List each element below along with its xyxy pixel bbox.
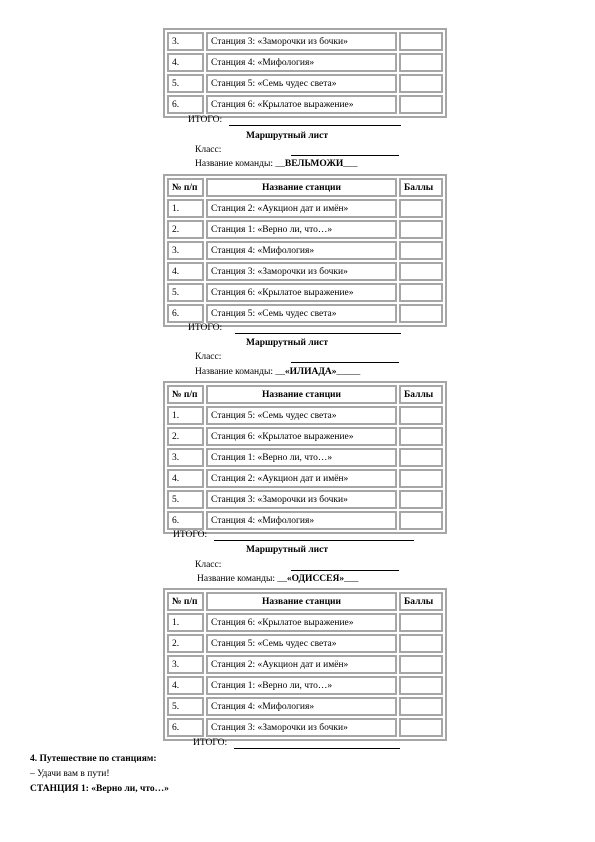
route-table bbox=[163, 381, 447, 534]
total-blank[interactable] bbox=[214, 530, 414, 541]
row-station: Станция 1: «Верно ли, что…» bbox=[206, 448, 397, 467]
row-points-cell[interactable] bbox=[399, 406, 443, 425]
header-station: Название станции bbox=[206, 385, 397, 404]
table-row bbox=[167, 655, 443, 674]
team-name: «ОДИССЕЯ» bbox=[286, 574, 345, 584]
row-station: Станция 3: «Заморочки из бочки» bbox=[206, 262, 397, 281]
table-row bbox=[167, 74, 443, 93]
team-blank: _____ bbox=[336, 367, 361, 377]
row-number: 3. bbox=[167, 448, 204, 467]
row-points-cell[interactable] bbox=[399, 613, 443, 632]
total-line bbox=[188, 322, 401, 334]
row-station: Станция 3: «Заморочки из бочки» bbox=[206, 32, 397, 51]
row-station: Станция 1: «Верно ли, что…» bbox=[206, 676, 397, 695]
row-number: 3. bbox=[167, 241, 204, 260]
row-station: Станция 3: «Заморочки из бочки» bbox=[206, 490, 397, 509]
row-points-cell[interactable] bbox=[399, 697, 443, 716]
section-heading: 4. Путешествие по станциям: bbox=[30, 754, 157, 764]
row-station: Станция 4: «Мифология» bbox=[206, 241, 397, 260]
header-points: Баллы bbox=[399, 178, 443, 197]
team-name: «ИЛИАДА» bbox=[284, 367, 337, 377]
table-row bbox=[167, 283, 443, 302]
header-points: Баллы bbox=[399, 385, 443, 404]
row-station: Станция 3: «Заморочки из бочки» bbox=[206, 718, 397, 737]
table-row bbox=[167, 406, 443, 425]
sheet-title: Маршрутный лист bbox=[246, 545, 329, 555]
total-line bbox=[193, 737, 400, 749]
total-label: ИТОГО: bbox=[173, 530, 208, 540]
table-row bbox=[167, 241, 443, 260]
row-number: 2. bbox=[167, 220, 204, 239]
row-points-cell[interactable] bbox=[399, 490, 443, 509]
route-table bbox=[163, 174, 447, 327]
row-number: 5. bbox=[167, 490, 204, 509]
row-points-cell[interactable] bbox=[399, 655, 443, 674]
row-station: Станция 1: «Верно ли, что…» bbox=[206, 220, 397, 239]
class-line bbox=[195, 559, 399, 571]
row-station: Станция 5: «Семь чудес света» bbox=[206, 406, 397, 425]
total-label: ИТОГО: bbox=[188, 115, 223, 125]
row-number: 4. bbox=[167, 53, 204, 72]
table-row bbox=[167, 220, 443, 239]
row-points-cell[interactable] bbox=[399, 283, 443, 302]
class-line bbox=[195, 351, 399, 363]
table-row bbox=[167, 199, 443, 218]
header-points: Баллы bbox=[399, 592, 443, 611]
row-number: 4. bbox=[167, 262, 204, 281]
row-station: Станция 4: «Мифология» bbox=[206, 697, 397, 716]
class-label: Класс: bbox=[195, 352, 222, 362]
row-points-cell[interactable] bbox=[399, 74, 443, 93]
class-label: Класс: bbox=[195, 145, 222, 155]
team-name: ВЕЛЬМОЖИ bbox=[284, 159, 344, 169]
route-table bbox=[163, 588, 447, 741]
row-station: Станция 6: «Крылатое выражение» bbox=[206, 283, 397, 302]
row-number: 6. bbox=[167, 511, 204, 530]
table-row bbox=[167, 448, 443, 467]
table-row bbox=[167, 304, 443, 323]
team-line bbox=[195, 158, 358, 170]
table-row bbox=[167, 718, 443, 737]
class-label: Класс: bbox=[195, 560, 222, 570]
row-points-cell[interactable] bbox=[399, 448, 443, 467]
total-line bbox=[188, 114, 401, 126]
total-blank[interactable] bbox=[229, 115, 401, 126]
table-header bbox=[167, 592, 443, 611]
row-number: 5. bbox=[167, 283, 204, 302]
station-heading: СТАНЦИЯ 1: «Верно ли, что…» bbox=[30, 784, 169, 794]
sheet-title: Маршрутный лист bbox=[246, 338, 329, 348]
row-points-cell[interactable] bbox=[399, 95, 443, 114]
table-row bbox=[167, 95, 443, 114]
row-points-cell[interactable] bbox=[399, 241, 443, 260]
total-label: ИТОГО: bbox=[188, 323, 223, 333]
row-number: 4. bbox=[167, 469, 204, 488]
total-blank[interactable] bbox=[234, 738, 400, 749]
row-number: 1. bbox=[167, 406, 204, 425]
header-num: № п/п bbox=[167, 385, 204, 404]
table-header bbox=[167, 178, 443, 197]
row-station: Станция 2: «Аукцион дат и имён» bbox=[206, 199, 397, 218]
sheet-title: Маршрутный лист bbox=[246, 131, 329, 141]
table-row bbox=[167, 511, 443, 530]
route-table-partial bbox=[163, 28, 447, 118]
row-station: Станция 5: «Семь чудес света» bbox=[206, 304, 397, 323]
row-points-cell[interactable] bbox=[399, 469, 443, 488]
row-station: Станция 6: «Крылатое выражение» bbox=[206, 427, 397, 446]
row-number: 2. bbox=[167, 427, 204, 446]
total-label: ИТОГО: bbox=[193, 738, 228, 748]
row-station: Станция 5: «Семь чудес света» bbox=[206, 74, 397, 93]
row-points-cell[interactable] bbox=[399, 262, 443, 281]
team-line bbox=[197, 573, 358, 585]
row-points-cell[interactable] bbox=[399, 427, 443, 446]
row-points-cell[interactable] bbox=[399, 220, 443, 239]
table-row bbox=[167, 427, 443, 446]
header-num: № п/п bbox=[167, 178, 204, 197]
wish-line: – Удачи вам в пути! bbox=[30, 769, 110, 779]
row-number: 6. bbox=[167, 718, 204, 737]
row-points-cell[interactable] bbox=[399, 304, 443, 323]
row-station: Станция 5: «Семь чудес света» bbox=[206, 634, 397, 653]
team-blank: ___ bbox=[343, 159, 358, 169]
row-points-cell[interactable] bbox=[399, 718, 443, 737]
class-blank[interactable] bbox=[291, 352, 399, 363]
row-station: Станция 6: «Крылатое выражение» bbox=[206, 613, 397, 632]
team-label: Название команды: __ bbox=[195, 159, 285, 169]
row-number: 3. bbox=[167, 655, 204, 674]
row-points-cell[interactable] bbox=[399, 32, 443, 51]
row-station: Станция 4: «Мифология» bbox=[206, 511, 397, 530]
table-row bbox=[167, 490, 443, 509]
row-points-cell[interactable] bbox=[399, 511, 443, 530]
table-row bbox=[167, 262, 443, 281]
row-points-cell[interactable] bbox=[399, 634, 443, 653]
row-number: 2. bbox=[167, 634, 204, 653]
table-row bbox=[167, 32, 443, 51]
row-number: 5. bbox=[167, 697, 204, 716]
team-label: Название команды: __ bbox=[195, 367, 285, 377]
table-row bbox=[167, 613, 443, 632]
class-blank[interactable] bbox=[291, 560, 399, 571]
row-points-cell[interactable] bbox=[399, 676, 443, 695]
row-station: Станция 2: «Аукцион дат и имён» bbox=[206, 655, 397, 674]
table-header bbox=[167, 385, 443, 404]
header-station: Название станции bbox=[206, 592, 397, 611]
row-station: Станция 6: «Крылатое выражение» bbox=[206, 95, 397, 114]
header-station: Название станции bbox=[206, 178, 397, 197]
row-number: 5. bbox=[167, 74, 204, 93]
table-row bbox=[167, 676, 443, 695]
table-row bbox=[167, 697, 443, 716]
class-line bbox=[195, 144, 399, 156]
total-line bbox=[173, 529, 414, 541]
header-num: № п/п bbox=[167, 592, 204, 611]
row-station: Станция 2: «Аукцион дат и имён» bbox=[206, 469, 397, 488]
row-number: 3. bbox=[167, 32, 204, 51]
team-blank: ___ bbox=[344, 574, 359, 584]
row-number: 1. bbox=[167, 199, 204, 218]
row-number: 1. bbox=[167, 613, 204, 632]
total-blank[interactable] bbox=[235, 323, 401, 334]
row-number: 6. bbox=[167, 304, 204, 323]
row-points-cell[interactable] bbox=[399, 199, 443, 218]
row-number: 6. bbox=[167, 95, 204, 114]
team-label: Название команды: __ bbox=[197, 574, 287, 584]
team-line bbox=[195, 366, 360, 378]
table-row bbox=[167, 53, 443, 72]
table-row bbox=[167, 469, 443, 488]
row-number: 4. bbox=[167, 676, 204, 695]
class-blank[interactable] bbox=[291, 145, 399, 156]
row-points-cell[interactable] bbox=[399, 53, 443, 72]
table-row bbox=[167, 634, 443, 653]
row-station: Станция 4: «Мифология» bbox=[206, 53, 397, 72]
